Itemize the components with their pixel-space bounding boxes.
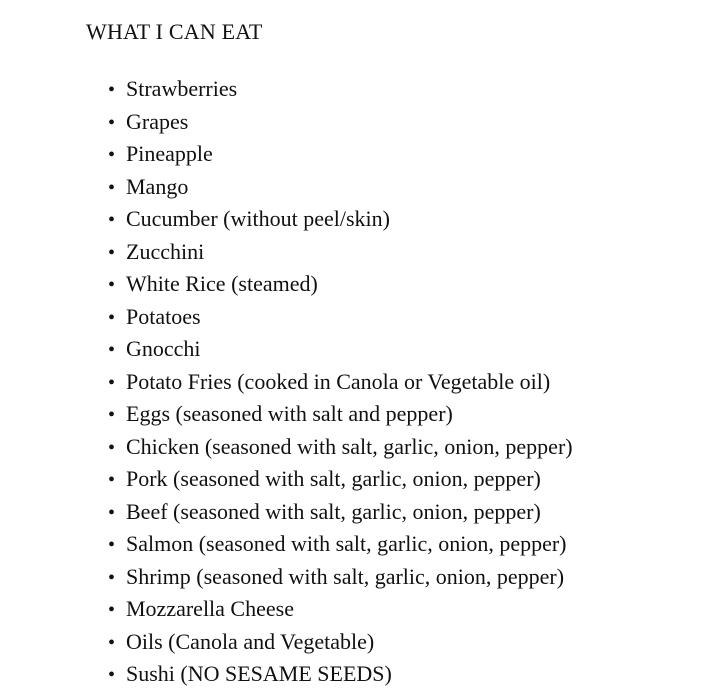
list-item <box>108 463 573 496</box>
list-item-text: Cucumber (without peel/skin) <box>126 206 390 231</box>
bullet-icon: • <box>108 79 116 101</box>
list-item <box>108 138 573 171</box>
list-item-text: Grapes <box>126 108 189 134</box>
bullet-icon: • <box>108 566 116 589</box>
list-item-text: Sushi (NO SESAME SEEDS) <box>126 661 392 686</box>
list-item-text: Eggs (seasoned with salt and pepper) <box>126 401 453 426</box>
list-item-text: Strawberries <box>126 76 238 101</box>
list-item-text: Pork (seasoned with salt, garlic, onion, pepper) <box>126 466 541 491</box>
list-item-text: Chicken (seasoned with salt, garlic, onion, pepper) <box>126 433 573 459</box>
list-item <box>108 301 573 334</box>
list-item-text: Mozzarella Cheese <box>126 596 294 621</box>
list-item <box>108 528 573 561</box>
list-item <box>108 496 573 529</box>
bullet-icon: • <box>108 436 116 459</box>
bullet-icon: • <box>108 501 116 524</box>
list-item <box>108 171 573 204</box>
list-item <box>108 658 573 691</box>
food-list <box>108 73 573 691</box>
list-item <box>108 561 573 594</box>
list-item-text: Potatoes <box>126 303 201 329</box>
bullet-icon: • <box>108 469 116 491</box>
list-item <box>108 106 573 139</box>
bullet-icon: • <box>108 306 116 329</box>
bullet-icon: • <box>108 176 116 199</box>
bullet-icon: • <box>108 209 116 231</box>
list-item-text: Salmon (seasoned with salt, garlic, onion, pepper) <box>126 531 567 556</box>
list-item <box>108 626 573 659</box>
list-item-text: Pineapple <box>126 141 213 166</box>
list-item-text: Mango <box>126 173 189 199</box>
document-title: WHAT I CAN EAT <box>86 19 263 44</box>
bullet-icon: • <box>108 241 116 264</box>
list-item <box>108 203 573 236</box>
bullet-icon: • <box>108 111 116 134</box>
bullet-icon: • <box>108 339 116 361</box>
bullet-icon: • <box>108 371 116 394</box>
list-item-text: White Rice (steamed) <box>126 271 318 296</box>
list-item-text: Oils (Canola and Vegetable) <box>126 628 375 654</box>
bullet-icon: • <box>108 631 116 654</box>
list-item <box>108 366 573 399</box>
list-item <box>108 236 573 269</box>
list-item-text: Zucchini <box>126 238 205 264</box>
list-item-text: Beef (seasoned with salt, garlic, onion, pepper) <box>126 498 541 524</box>
bullet-icon: • <box>108 144 116 166</box>
list-item-text: Gnocchi <box>126 336 201 361</box>
bullet-icon: • <box>108 404 116 426</box>
list-item-text: Shrimp (seasoned with salt, garlic, onion, pepper) <box>126 563 565 589</box>
list-item <box>108 333 573 366</box>
list-item <box>108 398 573 431</box>
list-item <box>108 73 573 106</box>
list-item <box>108 431 573 464</box>
bullet-icon: • <box>108 534 116 556</box>
list-item-text: Potato Fries (cooked in Canola or Vegetable oil) <box>126 368 551 394</box>
bullet-icon: • <box>108 664 116 686</box>
bullet-icon: • <box>108 274 116 296</box>
list-item <box>108 268 573 301</box>
bullet-icon: • <box>108 599 116 621</box>
list-item <box>108 593 573 626</box>
